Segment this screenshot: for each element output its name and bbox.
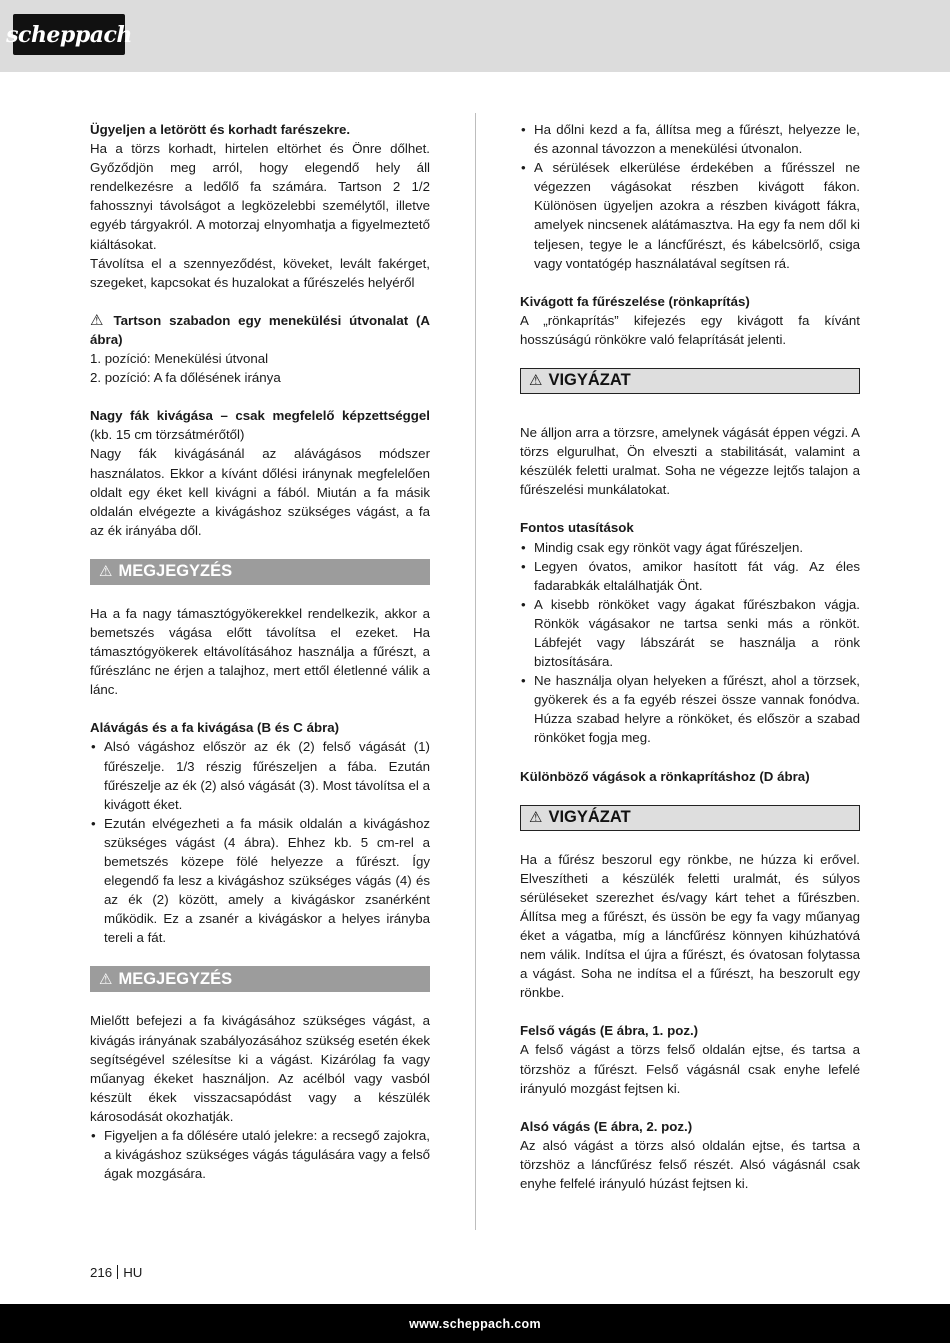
paragraph: A felső vágást a törzs felső oldalán ejtse, és tartsa a törzshöz a fűrészt. Felső vágásnál csak enyhe lefelé irányuló mozgást fejtsen ki. [520,1042,860,1096]
paragraph: Ha a fa nagy támasztógyökerekkel rendelkezik, akkor a bemetszés vágása előtt távolítsa el ezeket. Ha támasztógyökerek eltávolításához használja a fűrészt, a fűrészlánc ne érjen a talajhoz, mert ettől életlenné válik a lánc. [90,605,430,698]
paragraph: Ha a törzs korhadt, hirtelen eltörhet és Önre dőlhet. Győződjön meg arról, hogy elegendő hely áll rendelkezésre a ledőlő fa számára. Tartson 2 1/2 fahossznyi távolságot a legközelebbi személytől, illetve egyéb tárgyakról. A motorzaj elnyomhatja a figyelmeztető kiáltásokat. [90,141,430,252]
bullet-list [520,538,860,748]
bullet-list [90,737,430,947]
list-item: • Figyeljen a fa dőlésére utaló jelekre: a recsegő zajokra, a kivágáshoz szükséges vágás tágulására vagy a felső ágak mozgására. [90,1126,430,1183]
section-title-bottom-cut: Alsó vágás (E ábra, 2. poz.) [520,1118,693,1134]
list-item: • A kisebb rönköket vagy ágakat fűrészbakon vágja. Rönkök vágásakor ne tartsa senki más a rönköt. Lábfejét vagy lábszárát se használja a rönk biztosítására. [520,595,860,671]
paragraph: A „rönkaprítás” kifejezés egy kivágott fa kívánt hosszúságú rönkökre való felaprítását jelenti. [520,312,860,347]
paragraph: Mielőtt befejezi a fa kivágásához szükséges vágást, a kivágás irányának szabályozásához szükség esetén ékek segítségével szélesítse ki a vágást. Kizárólag fa vagy műanyag ékeket használjon. Az acélból vagy vasból készült ékek visszacsapódást vagy a készülék károsodását okozhatják. [90,1013,431,1124]
footer-bar [0,1304,950,1343]
warning-triangle-icon: ⚠ [99,563,113,581]
brand-logo: scheppach [13,14,125,55]
section-title-cuts: Különböző vágások a rönkaprításhoz (D ábra) [520,768,810,784]
list-item: • Legyen óvatos, amikor hasított fát vág. Az éles fadarabkák eltalálhatják Önt. [520,557,860,595]
section-title-escape-route: ⚠ Tartson szabadon egy menekülési útvonalat (A ábra) [90,311,430,347]
list-line: 2. pozíció: A fa dőlésének iránya [90,370,281,386]
page-number: 216 HU [90,1265,143,1280]
section-title-broken-wood: Ügyeljen a letörött és korhadt farészekre. [90,122,351,137]
left-column [90,120,430,1183]
list-item: • Mindig csak egy rönköt vagy ágat fűrészeljen. [520,538,860,557]
section-title-important: Fontos utasítások [520,520,634,536]
bullet-list [90,1126,430,1183]
section-title-undercut: Alávágás és a fa kivágása (B és C ábra) [90,720,340,736]
warning-triangle-icon: ⚠ [529,372,543,390]
warning-triangle-icon: ⚠ [90,311,108,329]
list-item: • Ne használja olyan helyeken a fűrészt, ahol a törzsek, gyökerek és a fa egyéb részei össze vannak fonódva. Húzza szabad helyre a rönköket, és először a szabad rönköket fogja meg. [520,671,860,747]
right-column [520,120,860,1193]
paragraph: Nagy fák kivágásánál az alávágásos módszer használatos. Ekkor a kívánt dőlési iránynak megfelelően oldalt egy éket kell kivágni a fából. Miután a fa másik oldalán elvégezte a kivágáshoz szükséges vágást, a fa az ék irányába dől. [90,446,430,538]
bullet-list [520,120,860,273]
paragraph: Távolítsa el a szennyeződést, köveket, levált fakérget, szegeket, kapcsokat és huzalokat a fűrészelés helyéről [90,255,430,290]
header-bar [0,0,950,72]
paragraph: Az alsó vágást a törzs alsó oldalán ejtse, és tartsa a törzshöz a láncfűrész felső részét. Alsó vágásnál csak enyhe felfelé irányuló húzást fejtsen ki. [520,1137,860,1192]
list-item: • Alsó vágáshoz először az ék (2) felső vágását (1) fűrészelje. 1/3 részig fűrészeljen a fába. Ezután fűrészelje az ék (2) alsó vágását (3). Most távolítsa el a kivágott éket. [90,737,430,813]
footer-separator [117,1265,118,1279]
website-link[interactable]: www.scheppach.com [409,1316,541,1331]
caution-box: ⚠ VIGYÁZAT [520,805,860,831]
warning-triangle-icon: ⚠ [99,970,113,988]
note-box: ⚠ MEGJEGYZÉS [90,966,430,992]
section-title-large-trees: Nagy fák kivágása – csak megfelelő képzettséggel (kb. 15 cm törzsátmérőtől) [90,408,430,443]
list-line: 1. pozíció: Menekülési útvonal [90,351,269,367]
note-box: ⚠ MEGJEGYZÉS [90,559,430,585]
warning-triangle-icon: ⚠ [529,809,543,827]
list-item: • Ha dőlni kezd a fa, állítsa meg a fűrészt, helyezze le, és azonnal távozzon a menekülési útvonalon. [520,120,860,158]
list-item: • Ezután elvégezheti a fa másik oldalán a kivágáshoz szükséges vágást (4 ábra). Ehhez kb. 5 cm-rel a bemetszés közepe fölé helyezze a fűrészt. Így elegendő fa lesz a kivágáshoz szükséges vágás (4) és az ék (2) között, amely a kivágáskor zsanérként működik. Ez a zsanér a kivágáskor a helyes irányba tereli a fát. [90,814,430,948]
column-divider [475,113,476,1230]
section-title-bucking: Kivágott fa fűrészelése (rönkaprítás) [520,293,750,309]
section-title-top-cut: Felső vágás (E ábra, 1. poz.) [520,1023,699,1039]
paragraph: Ha a fűrész beszorul egy rönkbe, ne húzza ki erővel. Elveszítheti a készülék feletti uralmát, és súlyos sérüléseket szerezhet és/vagy kárt tehet a fűrészben. Állítsa meg a fűrészt, és üssön be egy fa vagy műanyag éket a vágatba, míg a láncfűrész könnyen kihúzhatóvá nem válik. Indítsa el újra a fűrészt, és óvatosan folytassa a vágást. Soha ne indítsa el a fűrészt, ha beszorult egy rönkbe. [520,851,860,1001]
paragraph: Ne álljon arra a törzsre, amelynek vágását éppen végzi. A törzs elgurulhat, Ön elveszti a stabilitását, valamint a készülék feletti uralmat. Soha ne végezze lejtős talajon a fűrészelési munkálatokat. [520,425,860,498]
caution-box: ⚠ VIGYÁZAT [520,368,860,394]
list-item: • A sérülések elkerülése érdekében a fűrésszel ne végezzen vágásokat részben kivágott fákon. Különösen ügyeljen azokra a részben kivágott fákra, amelyek nincsenek alátámasztva. Ha egy fa nem dől ki teljesen, tegye le a láncfűrészt, és kábelcsörlő, csiga vagy vontatógép használatával segítsen rá. [520,158,860,273]
